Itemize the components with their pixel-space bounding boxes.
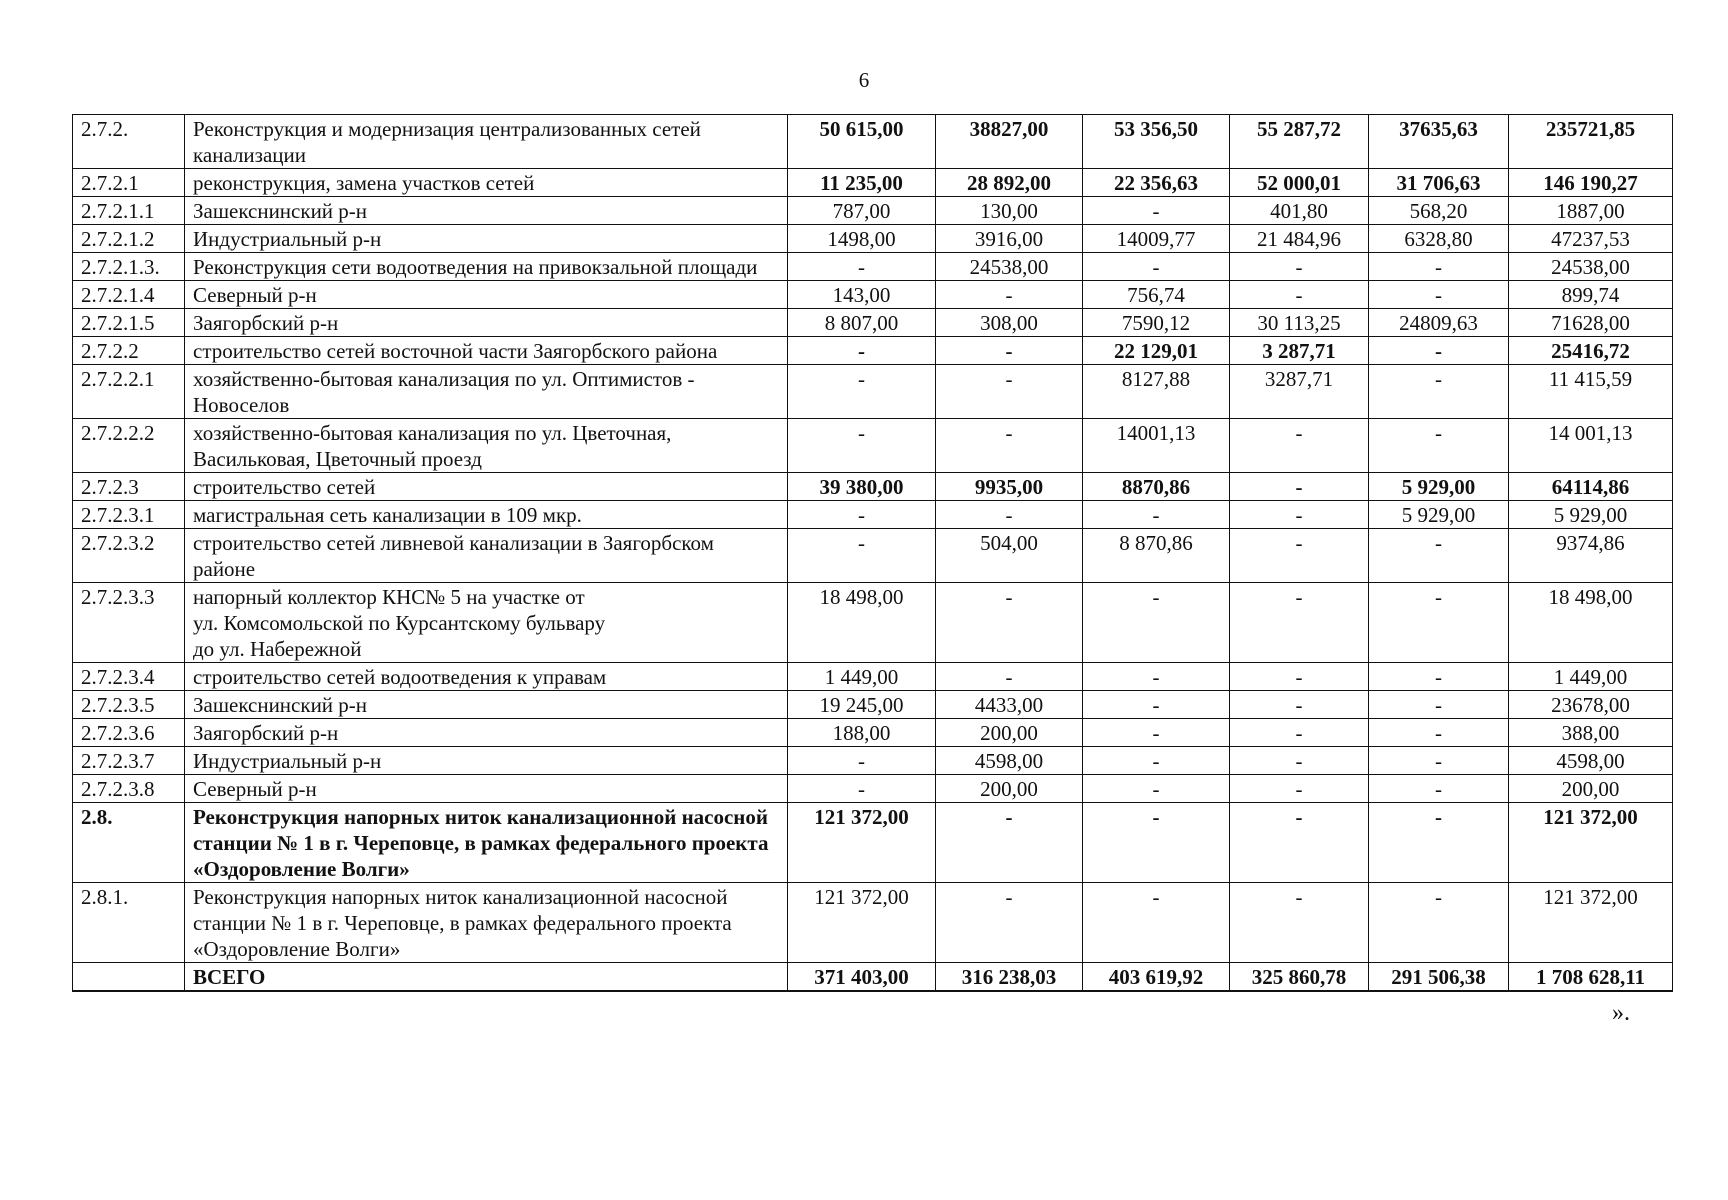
row-value-2-cell: 316 238,03 [936,963,1083,992]
row-name-cell: Заягорбский р-н [185,719,788,747]
row-value-4-cell: 401,80 [1230,197,1369,225]
row-value-4-cell: - [1230,281,1369,309]
row-value-4-cell: 325 860,78 [1230,963,1369,992]
table-row [73,253,1673,281]
row-value-3-cell: - [1083,803,1230,883]
row-value-3-cell: 22 356,63 [1083,169,1230,197]
row-total-cell: 14 001,13 [1509,419,1673,473]
row-value-2-cell: 38827,00 [936,115,1083,169]
table-row [73,419,1673,473]
row-code-cell: 2.8. [73,803,185,883]
row-value-1-cell: 8 807,00 [788,309,936,337]
row-name-cell: Заягорбский р-н [185,309,788,337]
row-value-2-cell: 3916,00 [936,225,1083,253]
row-code-cell: 2.7.2.1.2 [73,225,185,253]
table-row [73,115,1673,169]
row-name-cell: Реконструкция и модернизация централизованных сетей канализации [185,115,788,169]
row-value-1-cell: - [788,529,936,583]
row-value-1-cell: - [788,337,936,365]
row-value-2-cell: 504,00 [936,529,1083,583]
row-total-cell: 200,00 [1509,775,1673,803]
row-value-2-cell: - [936,501,1083,529]
row-code-cell: 2.7.2.2 [73,337,185,365]
row-name-cell: напорный коллектор КНС№ 5 на участке от ул. Комсомольской по Курсантскому бульвару до ул. Набережной [185,583,788,663]
row-value-4-cell: - [1230,529,1369,583]
row-value-5-cell: 568,20 [1369,197,1509,225]
row-value-5-cell: - [1369,281,1509,309]
row-code-cell: 2.7.2.1.5 [73,309,185,337]
row-value-4-cell: - [1230,253,1369,281]
row-value-2-cell: 9935,00 [936,473,1083,501]
row-value-3-cell: 14001,13 [1083,419,1230,473]
row-total-cell: 235721,85 [1509,115,1673,169]
row-value-2-cell: 24538,00 [936,253,1083,281]
row-total-cell: 1 449,00 [1509,663,1673,691]
row-value-4-cell: 21 484,96 [1230,225,1369,253]
row-value-5-cell: 31 706,63 [1369,169,1509,197]
table-row [73,501,1673,529]
row-value-2-cell: 200,00 [936,775,1083,803]
row-value-3-cell: - [1083,197,1230,225]
row-value-5-cell: 291 506,38 [1369,963,1509,992]
row-total-cell: 899,74 [1509,281,1673,309]
row-name-cell: Реконструкция напорных ниток канализационной насосной станции № 1 в г. Череповце, в рамках федерального проекта «Оздоровление Волги» [185,883,788,963]
row-value-1-cell: 11 235,00 [788,169,936,197]
row-total-cell: 18 498,00 [1509,583,1673,663]
row-code-cell: 2.7.2.3.2 [73,529,185,583]
table-row [73,775,1673,803]
row-value-3-cell: - [1083,691,1230,719]
table-row [73,473,1673,501]
row-value-1-cell: 18 498,00 [788,583,936,663]
row-value-4-cell: - [1230,419,1369,473]
row-value-2-cell: - [936,337,1083,365]
row-value-5-cell: 37635,63 [1369,115,1509,169]
table-row [73,309,1673,337]
row-total-cell: 11 415,59 [1509,365,1673,419]
row-value-5-cell: 5 929,00 [1369,501,1509,529]
table-row [73,883,1673,963]
row-value-5-cell: - [1369,419,1509,473]
row-value-1-cell: - [788,501,936,529]
row-value-3-cell: 8 870,86 [1083,529,1230,583]
row-value-1-cell: 121 372,00 [788,883,936,963]
row-value-4-cell: - [1230,663,1369,691]
row-code-cell: 2.7.2.1.1 [73,197,185,225]
row-code-cell: 2.7.2.1.3. [73,253,185,281]
row-value-5-cell: 5 929,00 [1369,473,1509,501]
row-name-cell: Зашекснинский р-н [185,691,788,719]
row-value-5-cell: 6328,80 [1369,225,1509,253]
row-code-cell: 2.7.2.3.4 [73,663,185,691]
row-value-3-cell: - [1083,747,1230,775]
row-value-4-cell: - [1230,501,1369,529]
page-number: 6 [858,68,870,92]
table-row [73,747,1673,775]
row-value-4-cell: - [1230,691,1369,719]
row-value-1-cell: - [788,253,936,281]
table-row [73,583,1673,663]
row-name-cell: хозяйственно-бытовая канализация по ул. Оптимистов - Новоселов [185,365,788,419]
row-value-1-cell: - [788,747,936,775]
table-row [73,197,1673,225]
row-name-cell: строительство сетей водоотведения к управам [185,663,788,691]
table-row [73,337,1673,365]
table-row [73,365,1673,419]
row-value-4-cell: - [1230,803,1369,883]
row-value-5-cell: 24809,63 [1369,309,1509,337]
row-value-1-cell: 121 372,00 [788,803,936,883]
row-value-5-cell: - [1369,883,1509,963]
row-total-cell: 1887,00 [1509,197,1673,225]
row-total-cell: 71628,00 [1509,309,1673,337]
row-value-5-cell: - [1369,529,1509,583]
row-value-5-cell: - [1369,365,1509,419]
row-value-2-cell: - [936,803,1083,883]
row-name-cell: ВСЕГО [185,963,788,992]
row-value-1-cell: 1498,00 [788,225,936,253]
row-value-5-cell: - [1369,803,1509,883]
row-value-3-cell: - [1083,663,1230,691]
row-total-cell: 121 372,00 [1509,803,1673,883]
row-value-5-cell: - [1369,775,1509,803]
row-code-cell: 2.7.2.3.7 [73,747,185,775]
row-total-cell: 24538,00 [1509,253,1673,281]
row-value-5-cell: - [1369,253,1509,281]
row-value-4-cell: - [1230,719,1369,747]
row-value-3-cell: - [1083,775,1230,803]
row-value-1-cell: - [788,419,936,473]
row-total-cell: 64114,86 [1509,473,1673,501]
row-value-1-cell: 39 380,00 [788,473,936,501]
table-row [73,691,1673,719]
row-value-3-cell: - [1083,719,1230,747]
table-row [73,803,1673,883]
row-value-3-cell: 53 356,50 [1083,115,1230,169]
row-name-cell: строительство сетей ливневой канализации в Заягорбском районе [185,529,788,583]
row-value-1-cell: - [788,365,936,419]
row-name-cell: Реконструкция напорных ниток канализационной насосной станции № 1 в г. Череповце, в рамках федерального проекта «Оздоровление Волги» [185,803,788,883]
row-value-1-cell: 1 449,00 [788,663,936,691]
row-value-4-cell: - [1230,473,1369,501]
table-row [73,281,1673,309]
row-total-cell: 1 708 628,11 [1509,963,1673,992]
row-name-cell: Индустриальный р-н [185,747,788,775]
row-code-cell [73,963,185,992]
row-code-cell: 2.7.2.3.8 [73,775,185,803]
row-value-1-cell: 143,00 [788,281,936,309]
row-value-4-cell: - [1230,583,1369,663]
row-value-5-cell: - [1369,719,1509,747]
row-name-cell: строительство сетей восточной части Заягорбского района [185,337,788,365]
row-total-cell: 4598,00 [1509,747,1673,775]
row-value-4-cell: 55 287,72 [1230,115,1369,169]
row-value-5-cell: - [1369,663,1509,691]
row-value-4-cell: 3287,71 [1230,365,1369,419]
closing-quote-mark: ». [1612,1000,1630,1026]
row-total-cell: 121 372,00 [1509,883,1673,963]
row-name-cell: реконструкция, замена участков сетей [185,169,788,197]
row-code-cell: 2.7.2.2.1 [73,365,185,419]
row-value-4-cell: 52 000,01 [1230,169,1369,197]
row-value-3-cell: 8127,88 [1083,365,1230,419]
row-code-cell: 2.7.2.3.5 [73,691,185,719]
row-value-1-cell: 50 615,00 [788,115,936,169]
row-code-cell: 2.7.2. [73,115,185,169]
row-name-cell: Зашекснинский р-н [185,197,788,225]
row-name-cell: магистральная сеть канализации в 109 мкр. [185,501,788,529]
row-total-cell: 47237,53 [1509,225,1673,253]
table-row [73,169,1673,197]
table-row [73,663,1673,691]
budget-table [72,114,1673,992]
row-value-2-cell: 308,00 [936,309,1083,337]
row-name-cell: Индустриальный р-н [185,225,788,253]
row-value-5-cell: - [1369,583,1509,663]
row-value-1-cell: 188,00 [788,719,936,747]
row-value-3-cell: - [1083,883,1230,963]
row-name-cell: хозяйственно-бытовая канализация по ул. Цветочная, Васильковая, Цветочный проезд [185,419,788,473]
row-value-1-cell: 19 245,00 [788,691,936,719]
row-value-4-cell: 30 113,25 [1230,309,1369,337]
row-code-cell: 2.8.1. [73,883,185,963]
table-row [73,529,1673,583]
row-total-cell: 9374,86 [1509,529,1673,583]
row-value-2-cell: - [936,419,1083,473]
row-value-1-cell: 371 403,00 [788,963,936,992]
row-value-1-cell: 787,00 [788,197,936,225]
row-value-2-cell: - [936,281,1083,309]
table-row [73,719,1673,747]
row-value-5-cell: - [1369,337,1509,365]
row-value-3-cell: 756,74 [1083,281,1230,309]
row-name-cell: Реконструкция сети водоотведения на привокзальной площади [185,253,788,281]
row-code-cell: 2.7.2.1.4 [73,281,185,309]
row-total-cell: 5 929,00 [1509,501,1673,529]
row-code-cell: 2.7.2.2.2 [73,419,185,473]
row-value-4-cell: - [1230,883,1369,963]
row-value-4-cell: - [1230,747,1369,775]
row-value-1-cell: - [788,775,936,803]
row-value-2-cell: - [936,663,1083,691]
table-row [73,225,1673,253]
row-value-2-cell: 200,00 [936,719,1083,747]
row-code-cell: 2.7.2.3.6 [73,719,185,747]
row-value-3-cell: 8870,86 [1083,473,1230,501]
row-value-3-cell: 403 619,92 [1083,963,1230,992]
row-value-3-cell: 7590,12 [1083,309,1230,337]
row-value-3-cell: - [1083,253,1230,281]
row-total-cell: 25416,72 [1509,337,1673,365]
row-value-4-cell: - [1230,775,1369,803]
row-value-2-cell: 4598,00 [936,747,1083,775]
row-code-cell: 2.7.2.3.1 [73,501,185,529]
row-value-5-cell: - [1369,691,1509,719]
row-total-cell: 23678,00 [1509,691,1673,719]
row-total-cell: 146 190,27 [1509,169,1673,197]
row-value-3-cell: 14009,77 [1083,225,1230,253]
row-name-cell: Северный р-н [185,281,788,309]
row-value-4-cell: 3 287,71 [1230,337,1369,365]
row-code-cell: 2.7.2.3 [73,473,185,501]
row-name-cell: Северный р-н [185,775,788,803]
row-name-cell: строительство сетей [185,473,788,501]
row-value-2-cell: 130,00 [936,197,1083,225]
row-value-2-cell: 28 892,00 [936,169,1083,197]
row-total-cell: 388,00 [1509,719,1673,747]
row-value-5-cell: - [1369,747,1509,775]
row-value-3-cell: 22 129,01 [1083,337,1230,365]
row-value-2-cell: - [936,583,1083,663]
table-total-row [73,963,1673,992]
row-value-2-cell: - [936,365,1083,419]
row-value-2-cell: - [936,883,1083,963]
row-value-3-cell: - [1083,501,1230,529]
row-code-cell: 2.7.2.3.3 [73,583,185,663]
row-code-cell: 2.7.2.1 [73,169,185,197]
row-value-3-cell: - [1083,583,1230,663]
row-value-2-cell: 4433,00 [936,691,1083,719]
